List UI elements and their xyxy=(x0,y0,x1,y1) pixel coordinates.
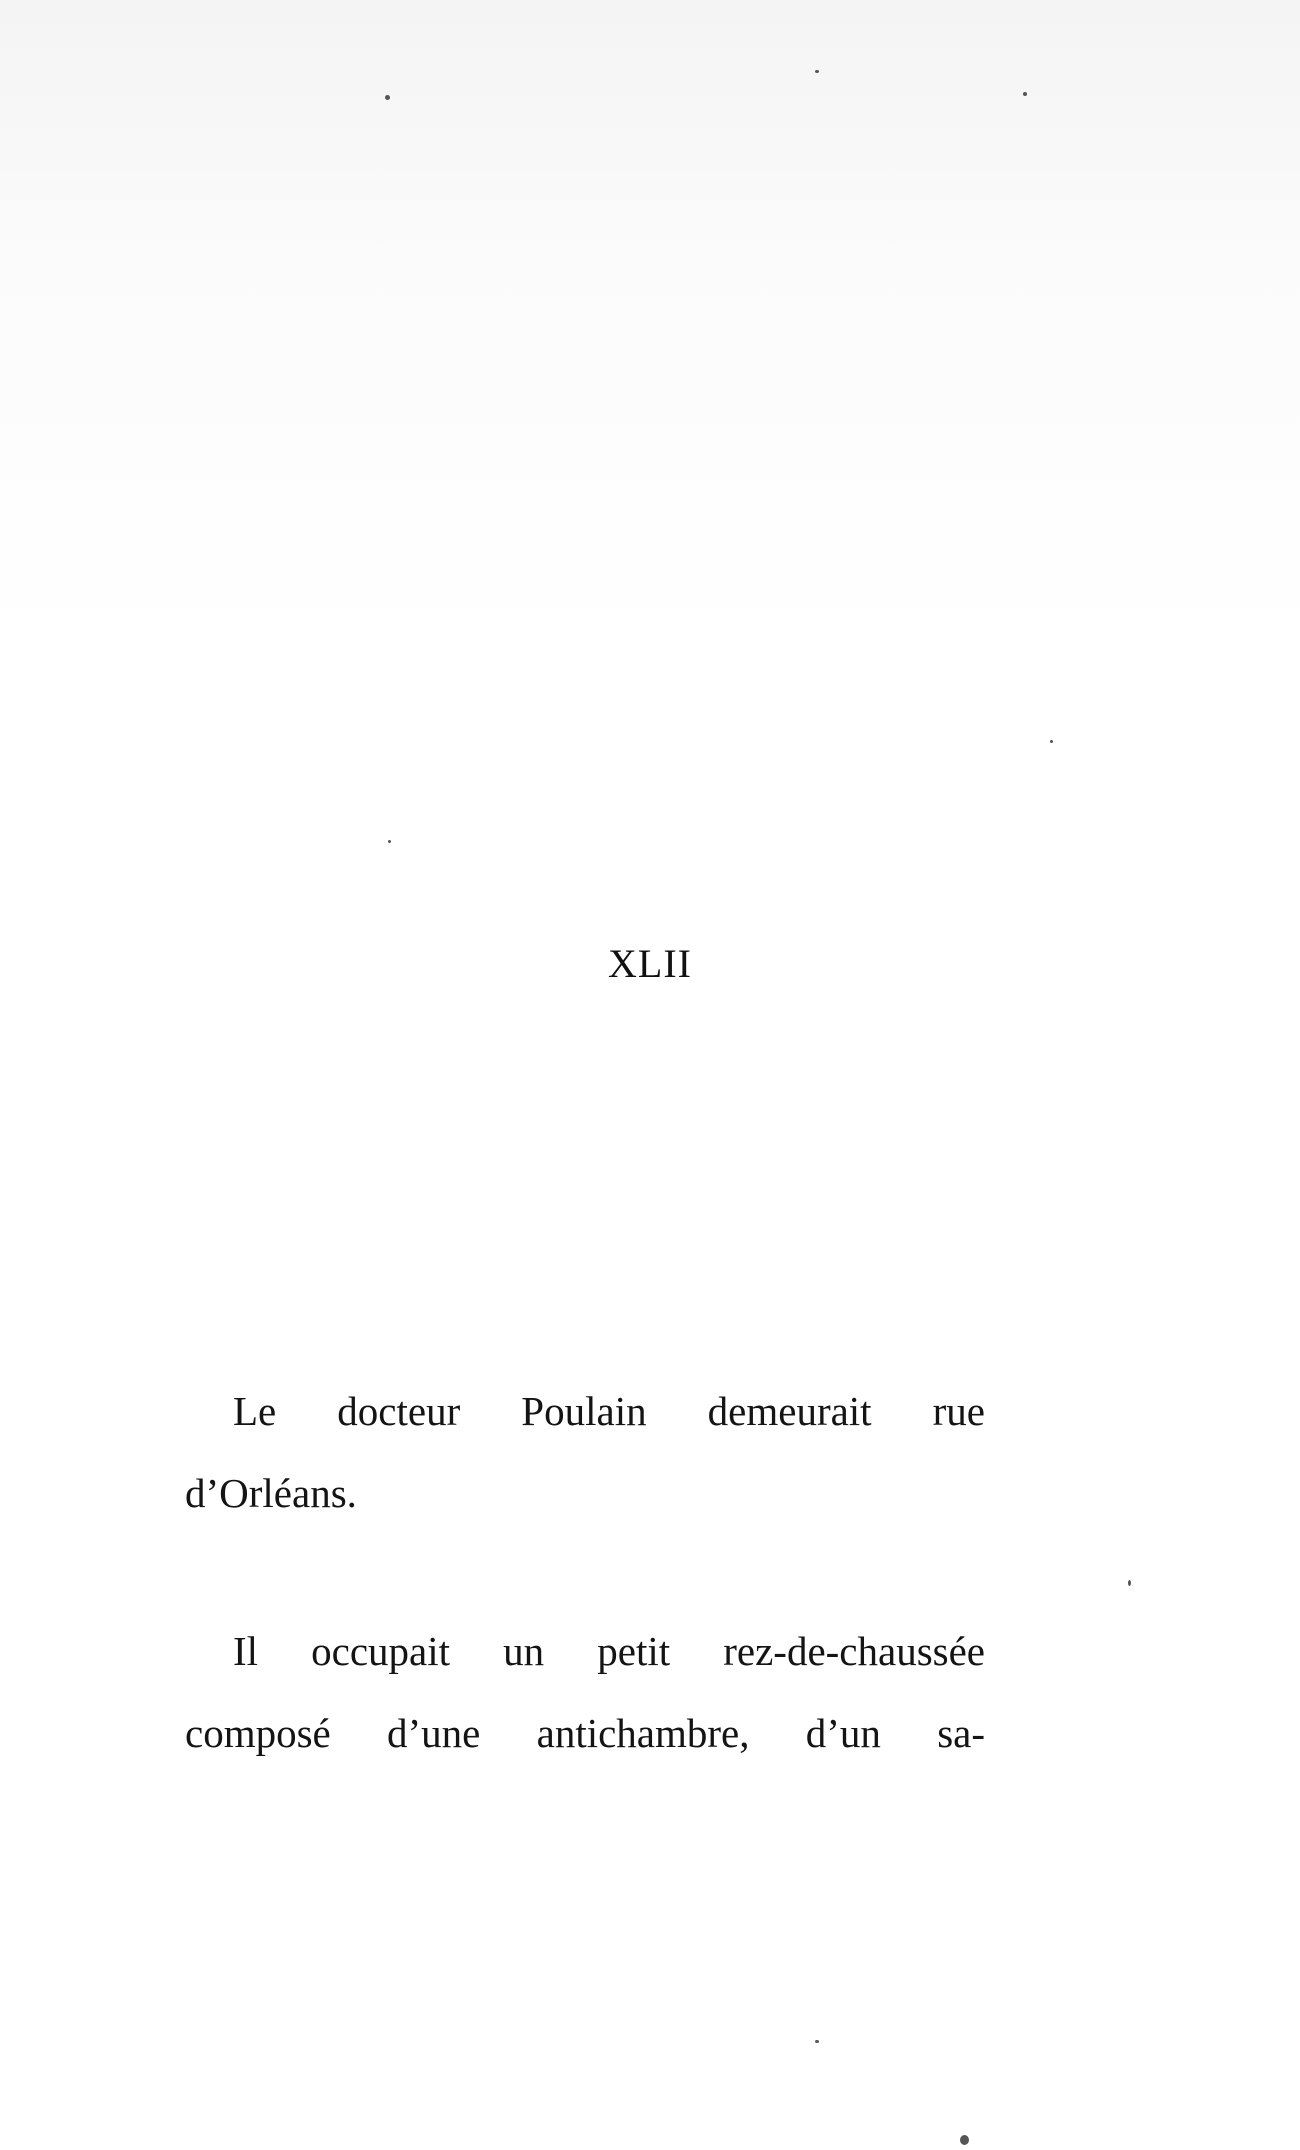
scan-speck xyxy=(1050,740,1053,743)
scan-speck xyxy=(815,70,819,73)
paragraph-1 xyxy=(185,1370,985,1534)
chapter-heading: XLII xyxy=(608,941,692,986)
scan-speck xyxy=(815,2040,819,2043)
scan-speck xyxy=(960,2135,969,2145)
scan-speck xyxy=(388,840,391,843)
scan-speck xyxy=(1128,1580,1131,1586)
paragraph-line: composé d’une antichambre, d’un sa- xyxy=(185,1710,985,1756)
scan-speck xyxy=(385,95,390,100)
paragraph-line: Le docteur Poulain demeurait rue xyxy=(233,1388,985,1434)
paragraph-line: d’Orléans. xyxy=(185,1470,357,1516)
scan-speck xyxy=(1023,92,1027,96)
paragraph-2 xyxy=(185,1610,985,1774)
paragraph-line: Il occupait un petit rez-de-chaussée xyxy=(233,1628,985,1674)
